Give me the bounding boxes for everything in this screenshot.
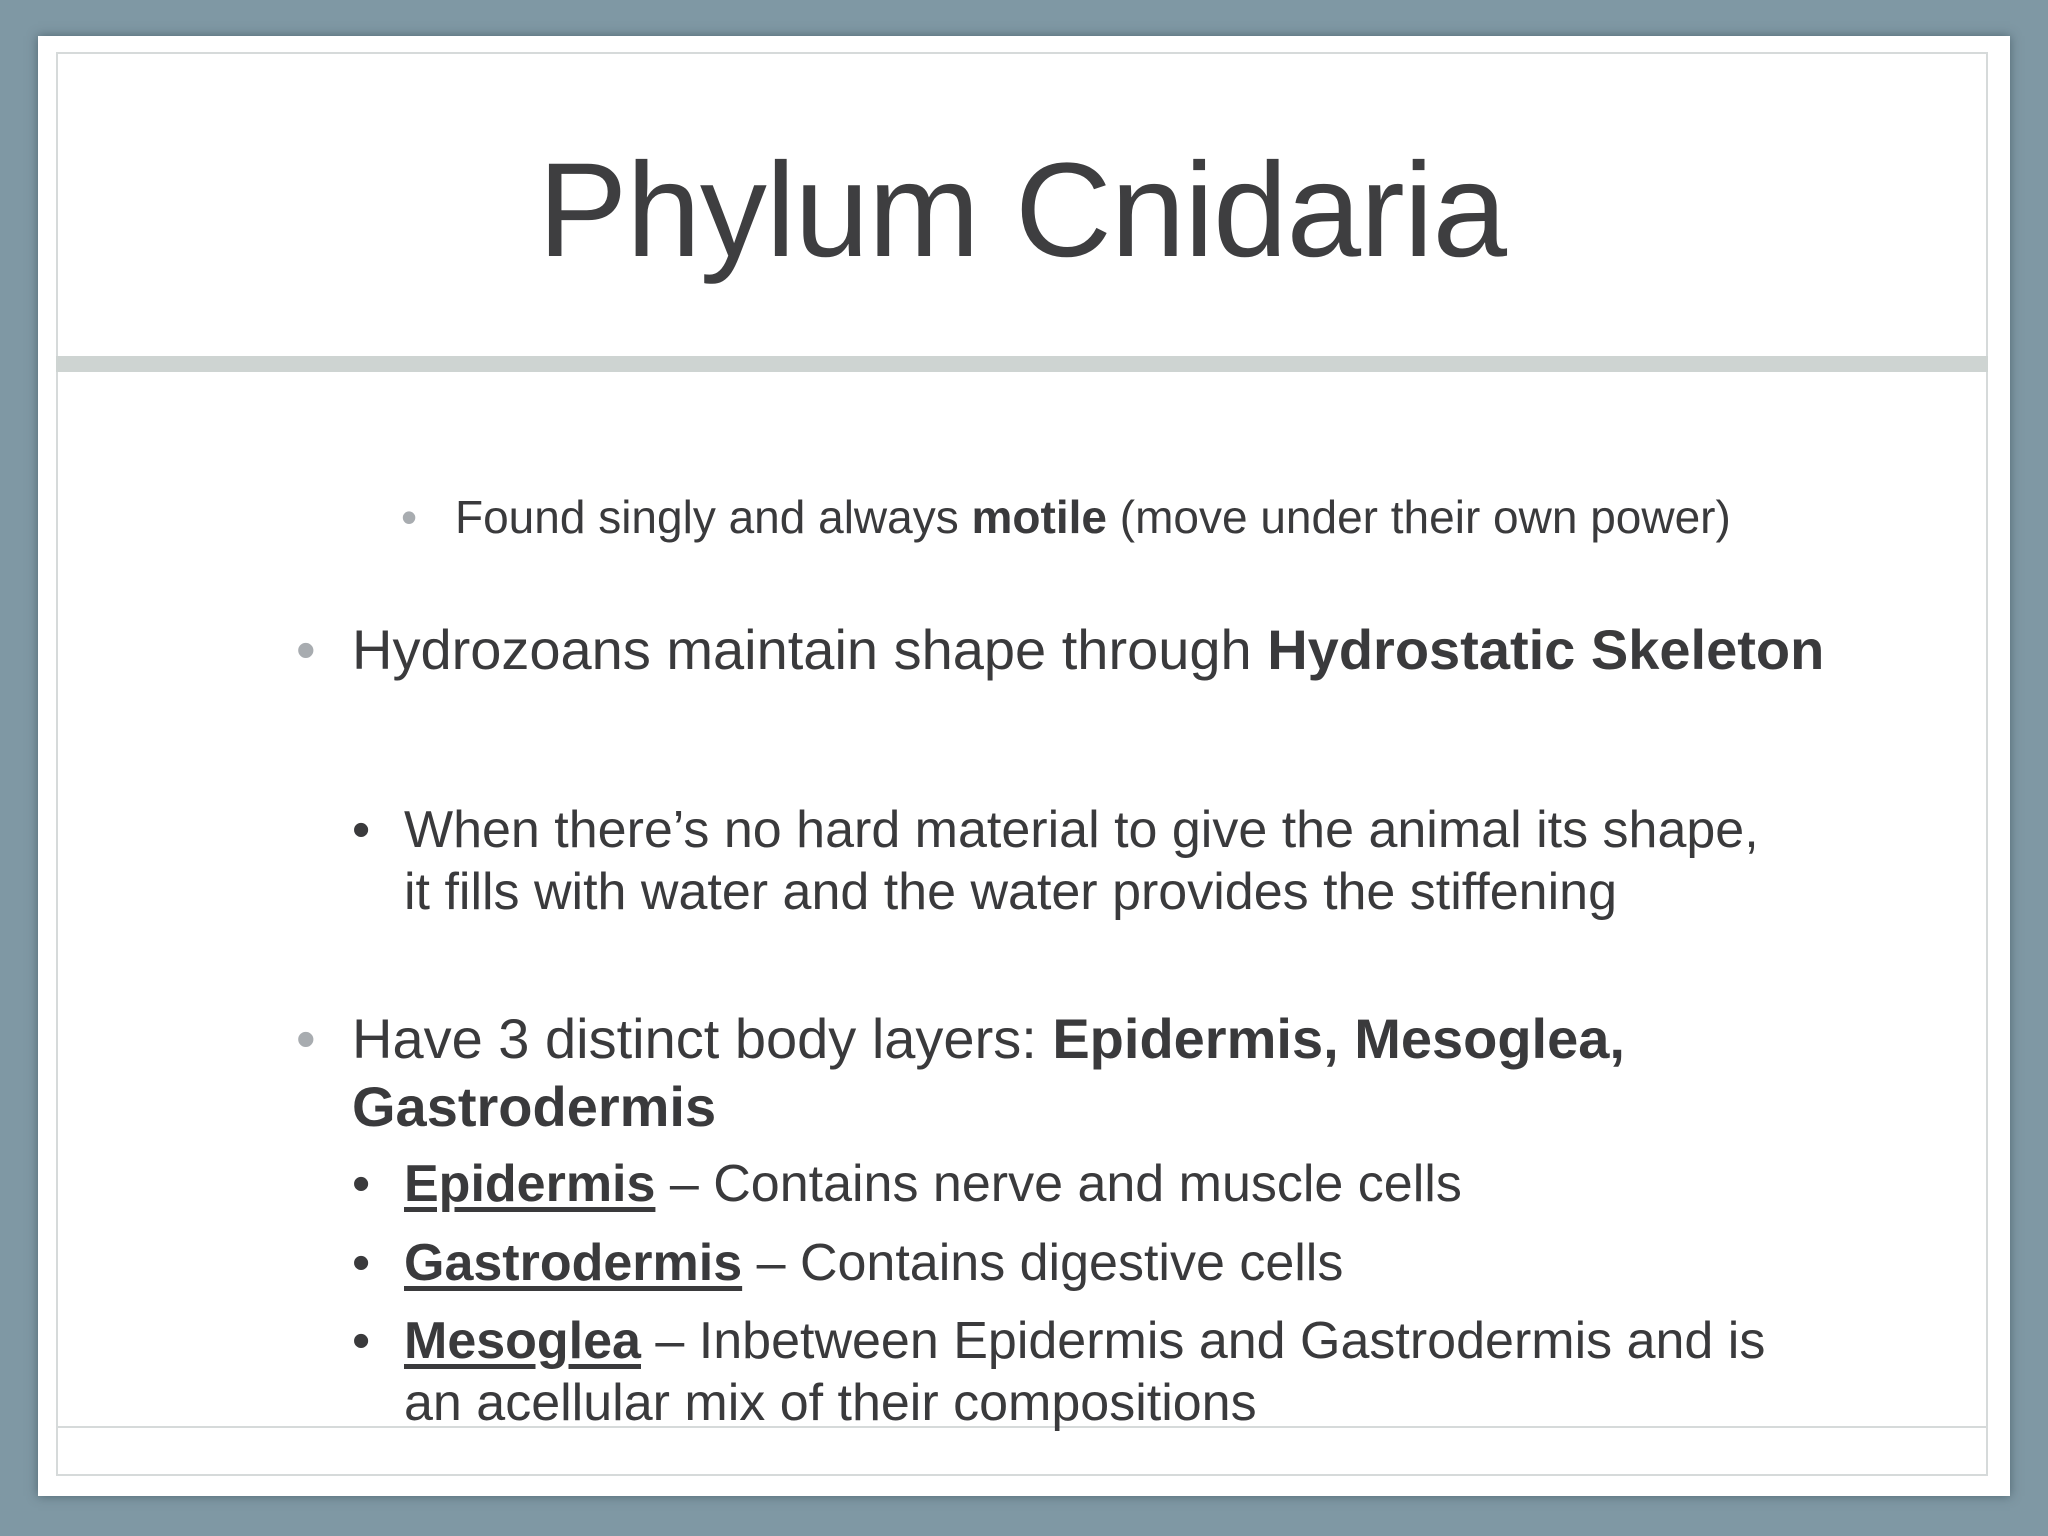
bullet-marker: • <box>352 1234 371 1292</box>
bullet-marker: • <box>401 491 418 543</box>
slide-content <box>38 36 2010 1496</box>
term-mesoglea: Mesoglea <box>404 1312 641 1370</box>
bullet-layers-bold: Epidermis, Mesoglea, Gastrodermis <box>352 1007 1625 1138</box>
term-gastrodermis: Gastrodermis <box>404 1234 743 1292</box>
bullet-motile-bold: motile <box>971 491 1107 543</box>
bullet-mesoglea <box>404 1310 1824 1434</box>
bullet-epidermis-desc: – Contains nerve and muscle cells <box>655 1155 1462 1213</box>
term-epidermis: Epidermis <box>404 1155 656 1213</box>
bullet-marker: • <box>352 1155 371 1213</box>
bullet-marker: • <box>296 618 316 681</box>
bullet-mesoglea-desc: – Inbetween Epidermis and Gastrodermis and is an acellular mix of their compositions <box>404 1312 1766 1432</box>
bullet-epidermis <box>404 1153 1854 1215</box>
bullet-gastrodermis <box>404 1232 1854 1294</box>
bullet-hydrostatic-text: Hydrozoans maintain shape through <box>352 618 1268 681</box>
slide <box>38 36 2010 1496</box>
bullet-gastrodermis-desc: – Contains digestive cells <box>742 1234 1344 1292</box>
bullet-hydrostatic-detail-text: When there’s no hard material to give the animal its shape, it fills with water and the water provides the stiffening <box>404 801 1759 921</box>
bullet-layers-text: Have 3 distinct body layers: <box>352 1007 1053 1070</box>
bullet-marker: • <box>352 1312 371 1370</box>
bullet-hydrostatic <box>352 616 1832 684</box>
bullet-motile-text-after: (move under their own power) <box>1106 491 1731 543</box>
slide-title: Phylum Cnidaria <box>537 135 1507 285</box>
bullet-hydrostatic-bold: Hydrostatic Skeleton <box>1267 618 1825 681</box>
bullet-marker: • <box>352 801 371 859</box>
bullet-motile <box>455 490 1775 545</box>
bullet-motile-text: Found singly and always <box>455 491 972 543</box>
bullet-marker: • <box>296 1007 316 1070</box>
bullet-layers <box>352 1005 1872 1141</box>
bullet-hydrostatic-detail <box>404 799 1794 923</box>
